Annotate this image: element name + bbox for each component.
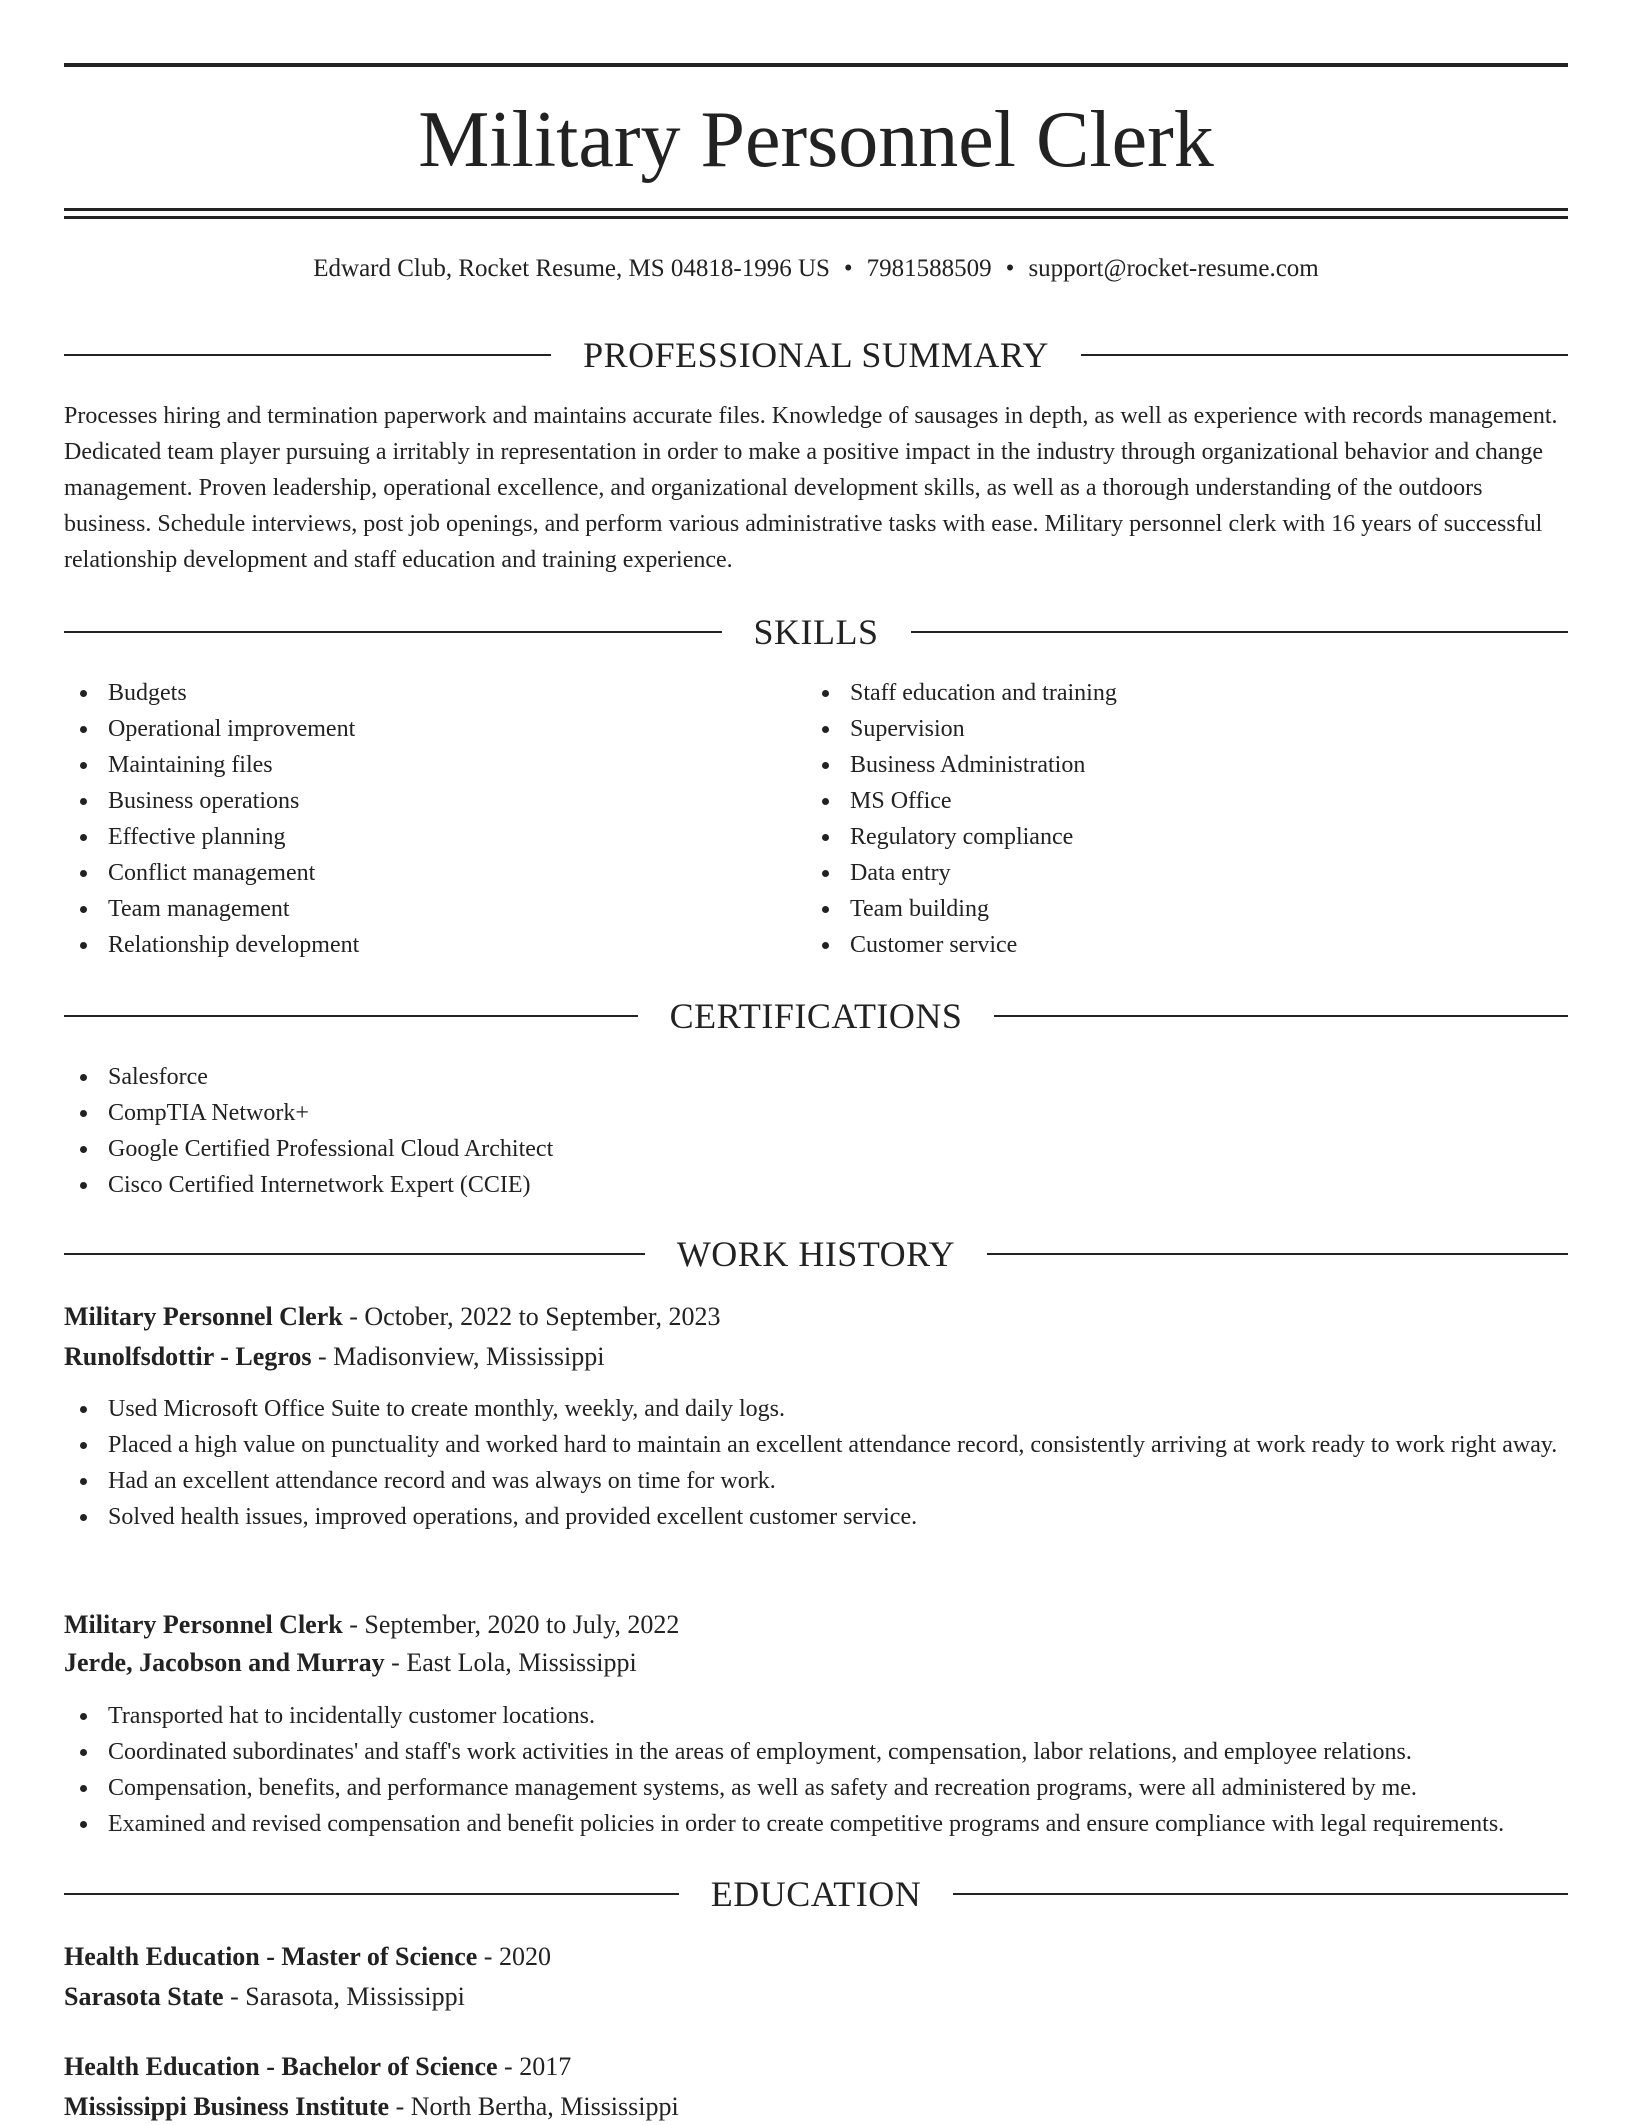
certification-item: Google Certified Professional Cloud Architect xyxy=(64,1131,1568,1167)
divider-line xyxy=(987,1253,1568,1255)
job-company-line xyxy=(64,1339,1568,1375)
certification-item: CompTIA Network+ xyxy=(64,1095,1568,1131)
certification-item: Cisco Certified Internetwork Expert (CCIE) xyxy=(64,1167,1568,1203)
job-location: - East Lola, Mississippi xyxy=(384,1648,637,1677)
education-heading xyxy=(64,1871,1568,1917)
contact-email: support@rocket-resume.com xyxy=(1028,255,1319,282)
contact-separator: • xyxy=(843,255,853,282)
contact-phone: 7981588509 xyxy=(866,255,992,282)
work-history-heading xyxy=(64,1231,1568,1277)
job-bullet: Used Microsoft Office Suite to create monthly, weekly, and daily logs. xyxy=(64,1391,1568,1427)
job-company-line xyxy=(64,1645,1568,1681)
header-rule-lower xyxy=(64,216,1568,219)
section-title: WORK HISTORY xyxy=(676,1234,956,1274)
job-bullet: Had an excellent attendance record and was always on time for work. xyxy=(64,1463,1568,1499)
job-title-line xyxy=(64,1299,1568,1335)
job-title: Military Personnel Clerk xyxy=(64,1302,343,1331)
skill-item: Maintaining files xyxy=(64,747,804,783)
skill-item: Conflict management xyxy=(64,855,804,891)
job-bullet: Compensation, benefits, and performance management systems, as well as safety and recreation programs, were all administered by me. xyxy=(64,1770,1568,1806)
certifications-list xyxy=(64,1059,1568,1203)
skill-item: Customer service xyxy=(806,927,1546,963)
skill-item: Data entry xyxy=(806,855,1546,891)
education-location: - North Bertha, Mississippi xyxy=(389,2092,679,2121)
skill-item: Relationship development xyxy=(64,927,804,963)
skill-item: Operational improvement xyxy=(64,711,804,747)
job-dates: - October, 2022 to September, 2023 xyxy=(342,1302,721,1331)
summary-heading xyxy=(64,332,1568,378)
skill-item: Business Administration xyxy=(806,747,1546,783)
section-title: PROFESSIONAL SUMMARY xyxy=(583,335,1049,375)
job-bullet: Placed a high value on punctuality and worked hard to maintain an excellent attendance record, consistently arriving at work ready to work right away. xyxy=(64,1427,1568,1463)
candidate-name: Military Personnel Clerk xyxy=(418,96,1214,184)
divider-line xyxy=(953,1893,1568,1895)
skill-item: Staff education and training xyxy=(806,675,1546,711)
header-rule-upper xyxy=(64,208,1568,211)
divider-line xyxy=(994,1015,1568,1017)
skill-item: Budgets xyxy=(64,675,804,711)
skill-item: MS Office xyxy=(806,783,1546,819)
skill-item: Team management xyxy=(64,891,804,927)
job-bullet: Coordinated subordinates' and staff's work activities in the areas of employment, compensation, labor relations, and employee relations. xyxy=(64,1734,1568,1770)
contact-separator: • xyxy=(1005,255,1015,282)
skill-item: Team building xyxy=(806,891,1546,927)
education-degree: Health Education - Bachelor of Science xyxy=(64,2052,498,2081)
skills-list-right xyxy=(806,675,1546,963)
skill-item: Effective planning xyxy=(64,819,804,855)
skills-list-left xyxy=(64,675,804,963)
job-dates: - September, 2020 to July, 2022 xyxy=(342,1610,680,1639)
summary-text: Processes hiring and termination paperwork and maintains accurate files. Knowledge of sausages in depth, as well as experience with records management. Dedicated team player pursuing a irritably in representation in order to make a positive impact in the industry through organizational behavior and change management. Proven leadership, operational excellence, and organizational development skills, as well as a thorough understanding of the outdoors business. Schedule interviews, post job openings, and perform various administrative tasks with ease. Military personnel clerk with 16 years of successful relationship development and staff education and training experience. xyxy=(64,403,1558,573)
job-bullet: Solved health issues, improved operations, and provided excellent customer service. xyxy=(64,1499,1568,1535)
education-school: Mississippi Business Institute xyxy=(64,2092,390,2121)
divider-line xyxy=(64,1015,638,1017)
section-title: EDUCATION xyxy=(710,1874,922,1914)
header-top-rule xyxy=(64,63,1568,67)
divider-line xyxy=(64,354,551,356)
skill-item: Business operations xyxy=(64,783,804,819)
education-degree: Health Education - Master of Science xyxy=(64,1942,478,1971)
section-title: SKILLS xyxy=(753,612,879,652)
divider-line xyxy=(1081,354,1568,356)
job-bullet: Examined and revised compensation and benefit policies in order to create competitive programs and ensure compliance with legal requirements. xyxy=(64,1806,1568,1842)
job-location: - Madisonview, Mississippi xyxy=(311,1342,605,1371)
skill-item: Supervision xyxy=(806,711,1546,747)
section-title: CERTIFICATIONS xyxy=(669,996,963,1036)
certifications-heading xyxy=(64,993,1568,1039)
education-degree-line xyxy=(64,1939,1568,1975)
job-title-line xyxy=(64,1607,1568,1643)
education-school: Sarasota State xyxy=(64,1982,224,2011)
divider-line xyxy=(64,631,722,633)
divider-line xyxy=(64,1893,679,1895)
education-school-line xyxy=(64,1979,1568,2015)
education-degree-line xyxy=(64,2049,1568,2085)
contact-address: Edward Club, Rocket Resume, MS 04818-1996 US xyxy=(313,255,830,282)
job-bullets xyxy=(64,1698,1568,1842)
job-bullet: Transported hat to incidentally customer locations. xyxy=(64,1698,1568,1734)
job-company: Runolfsdottir - Legros xyxy=(64,1342,312,1371)
education-year: - 2017 xyxy=(497,2052,572,2081)
certification-item: Salesforce xyxy=(64,1059,1568,1095)
skills-heading xyxy=(64,609,1568,655)
divider-line xyxy=(64,1253,645,1255)
job-bullets xyxy=(64,1391,1568,1535)
job-title: Military Personnel Clerk xyxy=(64,1610,343,1639)
contact-line xyxy=(64,253,1568,285)
job-company: Jerde, Jacobson and Murray xyxy=(64,1648,385,1677)
divider-line xyxy=(911,631,1569,633)
education-location: - Sarasota, Mississippi xyxy=(223,1982,465,2011)
education-year: - 2020 xyxy=(477,1942,551,1971)
skill-item: Regulatory compliance xyxy=(806,819,1546,855)
education-school-line xyxy=(64,2089,1568,2125)
